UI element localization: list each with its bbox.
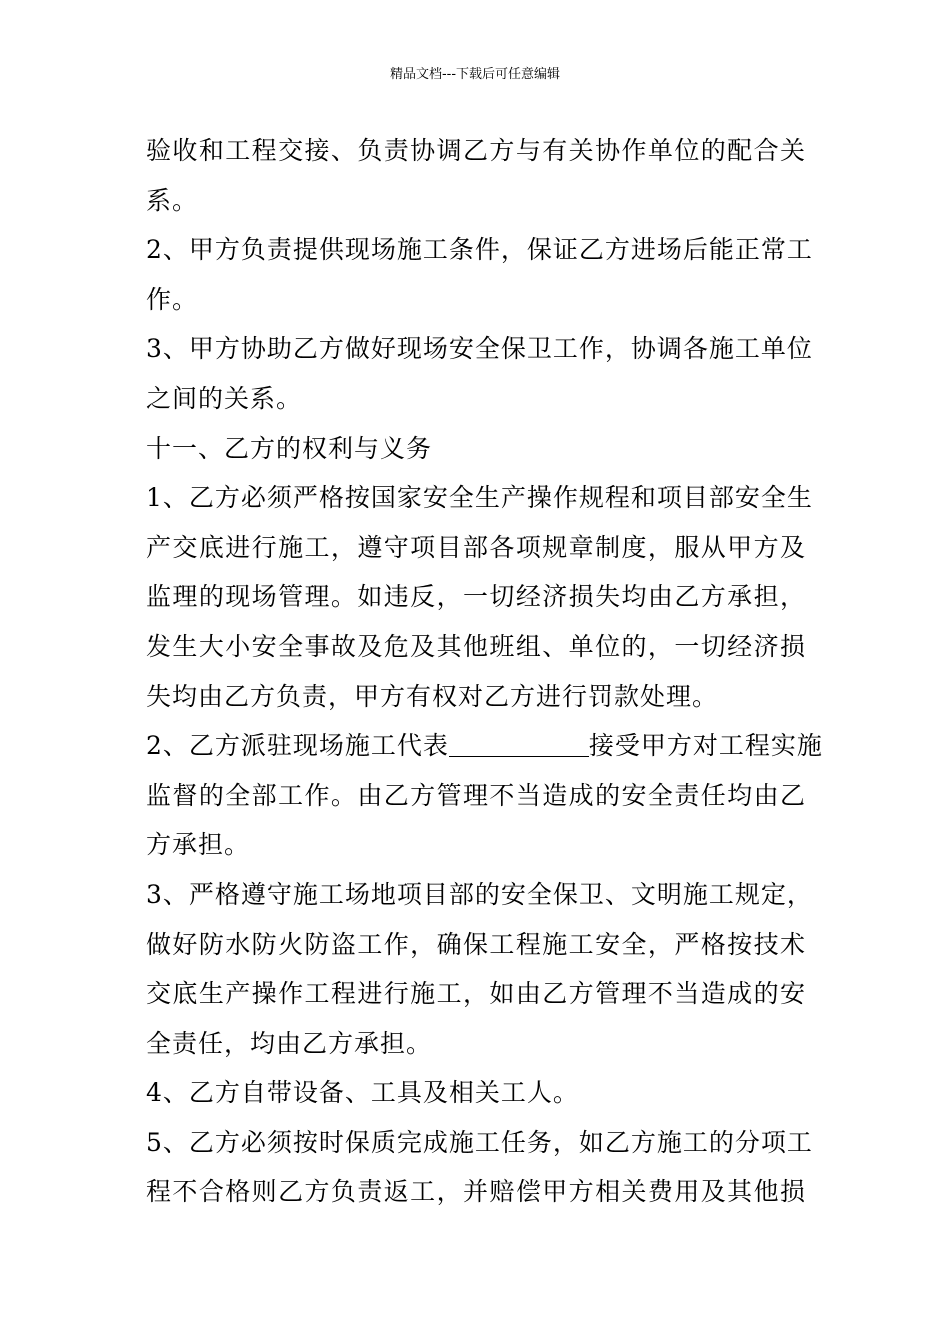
document-body: [146, 126, 823, 1217]
body-line: 系。: [146, 185, 199, 215]
body-line: 2、甲方负责提供现场施工条件，保证乙方进场后能正常工: [146, 235, 813, 265]
body-line: 验收和工程交接、负责协调乙方与有关协作单位的配合关: [146, 136, 806, 165]
body-line: 4、乙方自带设备、工具及相关工人。: [146, 1078, 579, 1108]
body-line: 程不合格则乙方负责返工，并赔偿甲方相关费用及其他损: [146, 1177, 806, 1207]
body-line: 监理的现场管理。如违反，一切经济损失均由乙方承担，: [146, 582, 806, 612]
body-line: 方承担。: [146, 830, 251, 860]
body-line: 3、甲方协助乙方做好现场安全保卫工作，协调各施工单位: [146, 334, 813, 364]
body-line: 1、乙方必须严格按国家安全生产操作规程和项目部安全生: [146, 483, 813, 513]
body-line: 5、乙方必须按时保质完成施工任务，如乙方施工的分项工: [146, 1127, 813, 1157]
body-line: 交底生产操作工程进行施工，如由乙方管理不当造成的安: [146, 979, 806, 1009]
section-heading: 十一、乙方的权利与义务: [146, 433, 433, 463]
body-line: 作。: [146, 284, 199, 314]
fill-in-blank: [449, 732, 589, 757]
line-text-before-blank: 2、乙方派驻现场施工代表: [146, 731, 449, 761]
body-line: 发生大小安全事故及危及其他班组、单位的，一切经济损: [146, 631, 806, 661]
body-line: 之间的关系。: [146, 383, 303, 413]
body-line: 监督的全部工作。由乙方管理不当造成的安全责任均由乙: [146, 780, 806, 810]
line-text-after-blank: 接受甲方对工程实施: [588, 731, 823, 761]
body-line: 失均由乙方负责，甲方有权对乙方进行罚款处理。: [146, 681, 719, 711]
body-line: 产交底进行施工，遵守项目部各项规章制度，服从甲方及: [146, 532, 806, 562]
body-line: 3、严格遵守施工场地项目部的安全保卫、文明施工规定，: [146, 879, 813, 909]
body-line: 全责任，均由乙方承担。: [146, 1028, 433, 1058]
page-header: 精品文档---下载后可任意编辑: [389, 67, 561, 82]
body-line-with-blank: [146, 721, 823, 771]
body-line: 做好防水防火防盗工作，确保工程施工安全，严格按技术: [146, 929, 806, 959]
